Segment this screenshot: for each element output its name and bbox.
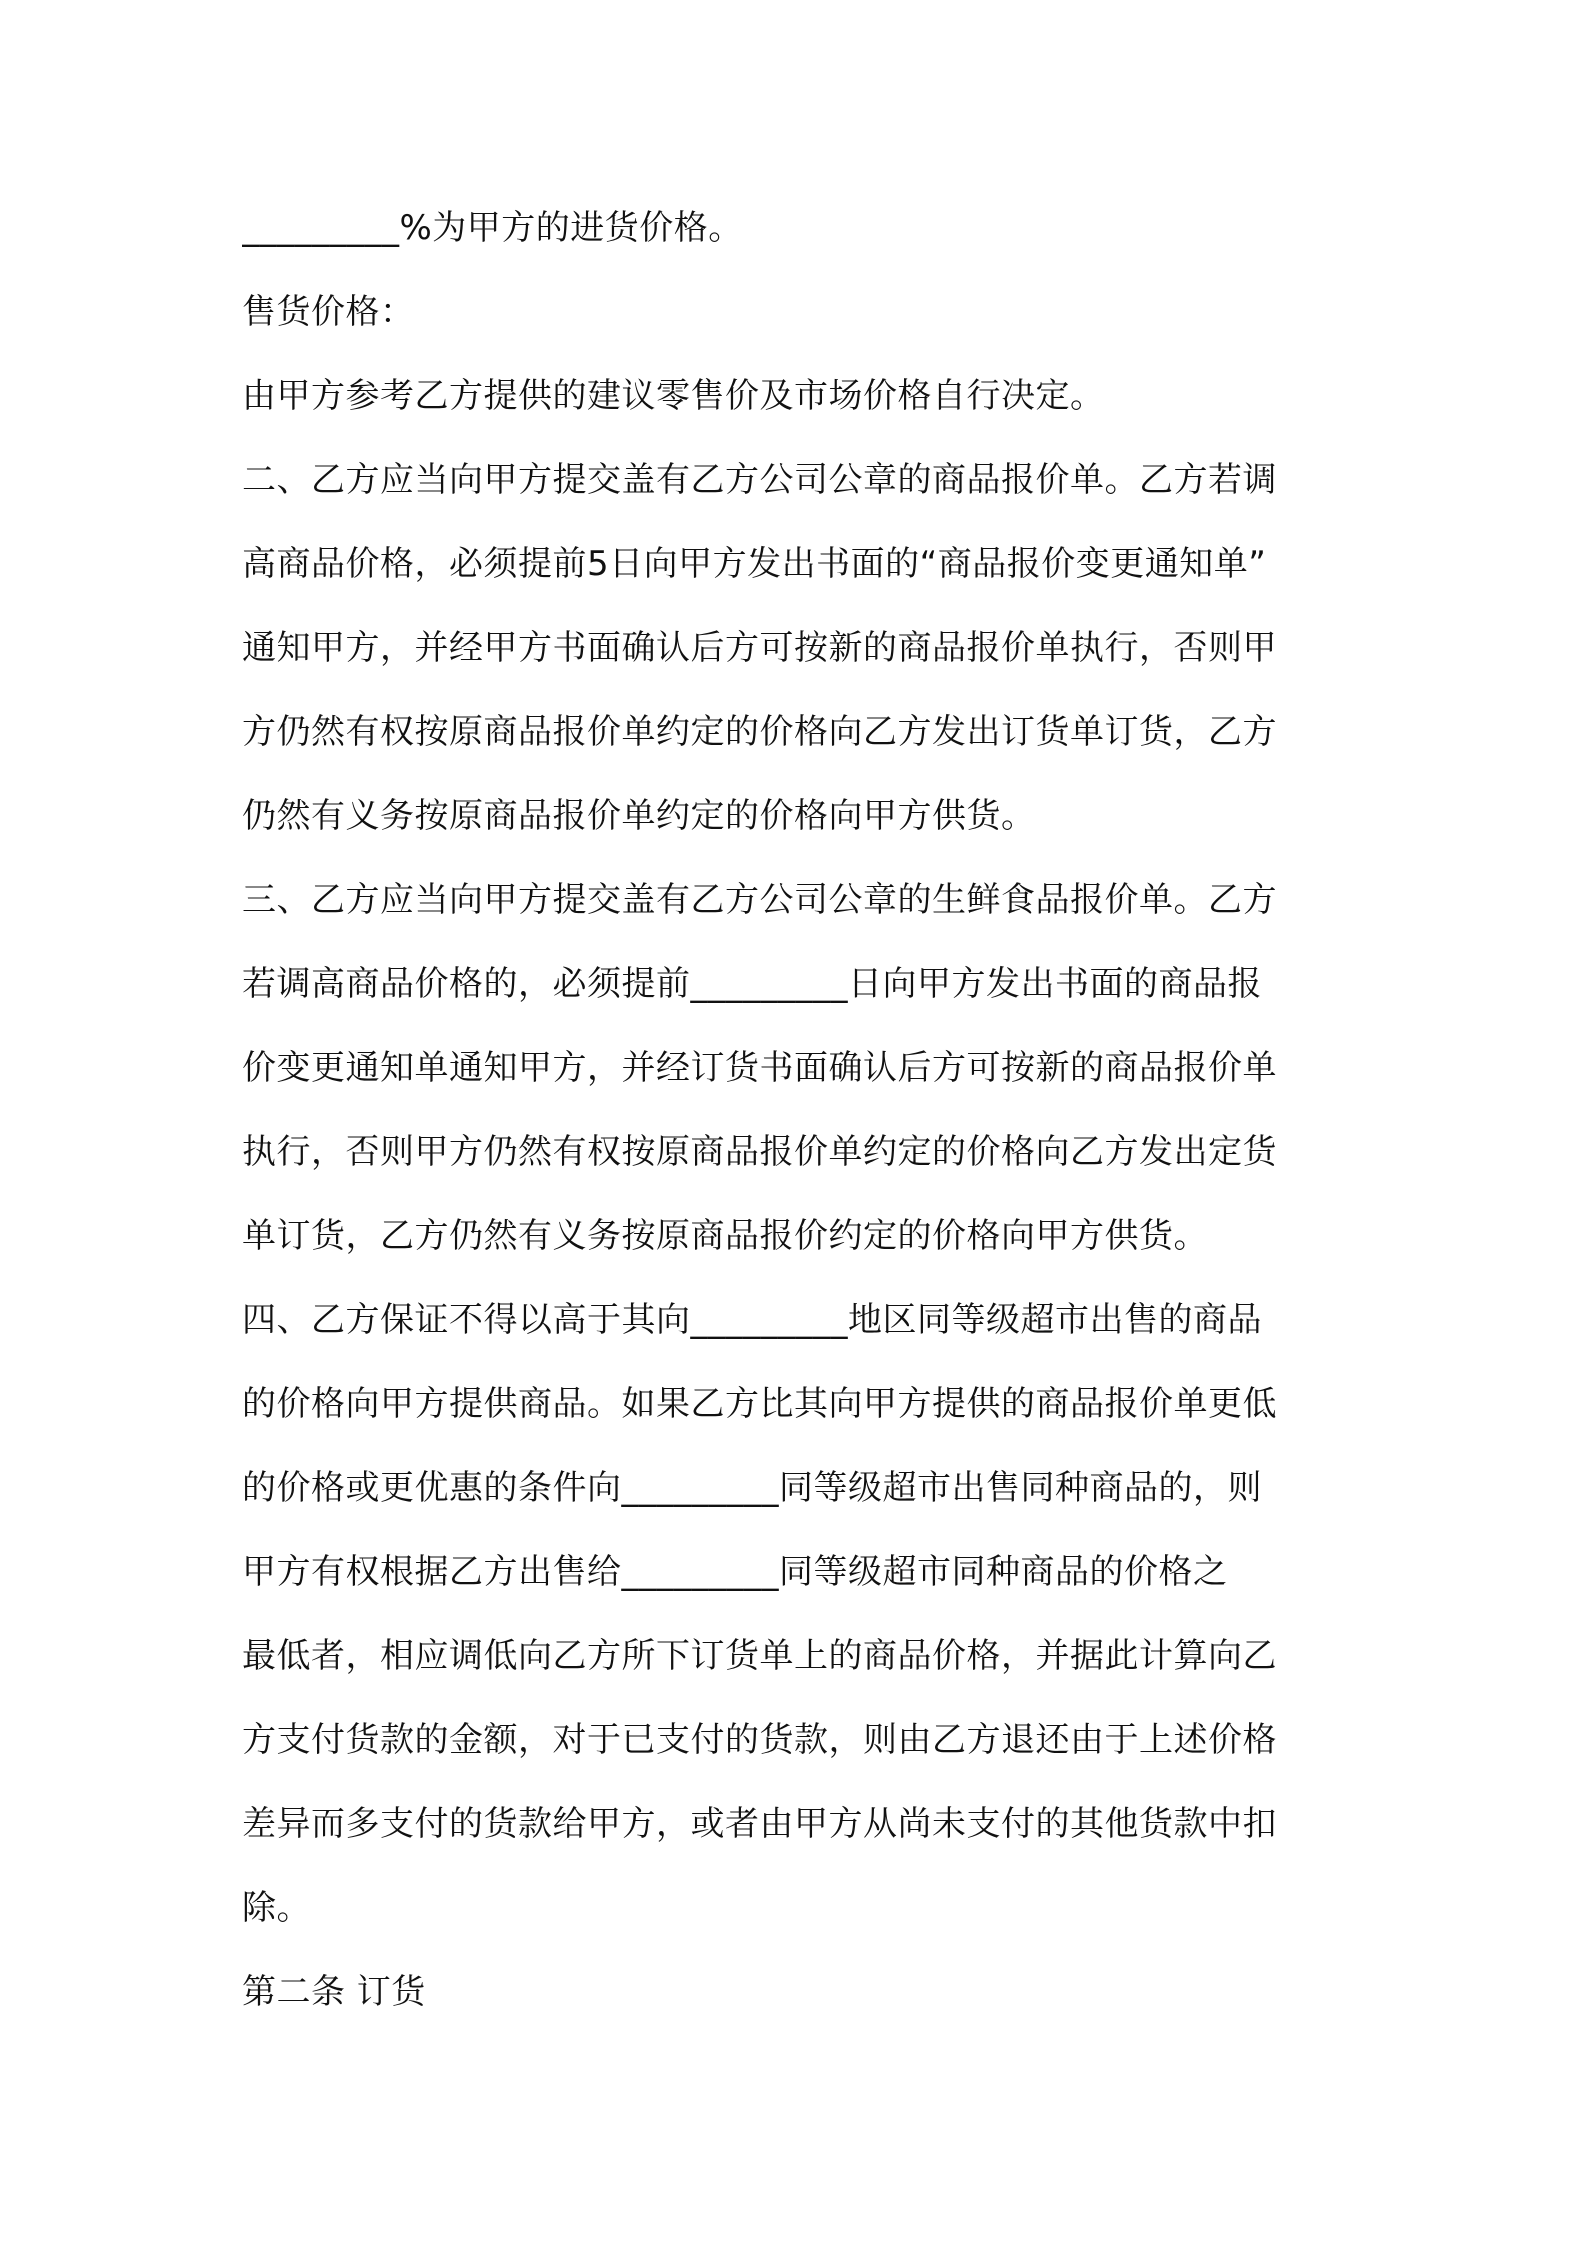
section-heading: 第二条 订货 <box>242 1972 426 2012</box>
text-line: 四、乙方保证不得以高于其向_________地区同等级超市出售的商品 <box>242 1300 1262 1340</box>
text-line: 执行，否则甲方仍然有权按原商品报价单约定的价格向乙方发出定货 <box>242 1132 1277 1172</box>
text-line: 高商品价格，必须提前5日向甲方发出书面的“商品报价变更通知单” <box>242 544 1267 584</box>
text-line: 除。 <box>242 1888 311 1928</box>
text-line: 差异而多支付的货款给甲方，或者由甲方从尚未支付的其他货款中扣 <box>242 1804 1277 1844</box>
text-line: 的价格向甲方提供商品。如果乙方比其向甲方提供的商品报价单更低 <box>242 1384 1277 1424</box>
text-line: 价变更通知单通知甲方，并经订货书面确认后方可按新的商品报价单 <box>242 1048 1277 1088</box>
text-line: 二、乙方应当向甲方提交盖有乙方公司公章的商品报价单。乙方若调 <box>242 460 1277 500</box>
text-line: 最低者，相应调低向乙方所下订货单上的商品价格，并据此计算向乙 <box>242 1636 1277 1676</box>
text-line: 方支付货款的金额，对于已支付的货款，则由乙方退还由于上述价格 <box>242 1720 1277 1760</box>
text-line: 单订货，乙方仍然有义务按原商品报价约定的价格向甲方供货。 <box>242 1216 1208 1256</box>
text-line: _________%为甲方的进货价格。 <box>242 208 743 248</box>
text-line: 的价格或更优惠的条件向_________同等级超市出售同种商品的，则 <box>242 1468 1262 1508</box>
text-line: 仍然有义务按原商品报价单约定的价格向甲方供货。 <box>242 796 1036 836</box>
text-line: 方仍然有权按原商品报价单约定的价格向乙方发出订货单订货，乙方 <box>242 712 1277 752</box>
text-line: 售货价格： <box>242 292 415 332</box>
text-line: 通知甲方，并经甲方书面确认后方可按新的商品报价单执行，否则甲 <box>242 628 1277 668</box>
text-line: 三、乙方应当向甲方提交盖有乙方公司公章的生鲜食品报价单。乙方 <box>242 880 1277 920</box>
text-line: 甲方有权根据乙方出售给_________同等级超市同种商品的价格之 <box>242 1552 1228 1592</box>
text-line: 若调高商品价格的，必须提前_________日向甲方发出书面的商品报 <box>242 964 1262 1004</box>
text-line: 由甲方参考乙方提供的建议零售价及市场价格自行决定。 <box>242 376 1105 416</box>
